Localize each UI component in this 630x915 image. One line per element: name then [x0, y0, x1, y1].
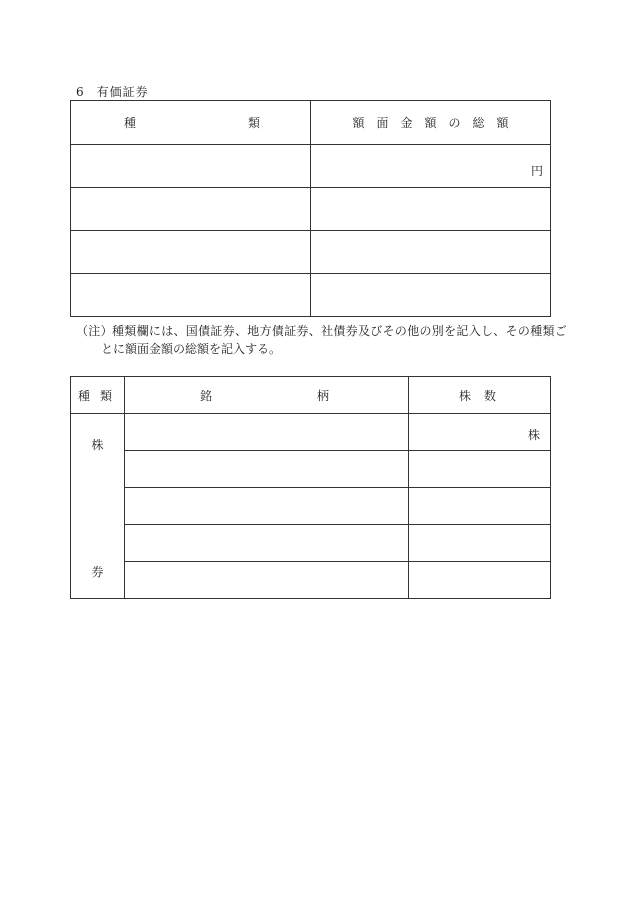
- share-count-input-cell[interactable]: [409, 414, 551, 451]
- amount-input-cell[interactable]: [311, 274, 551, 317]
- share-count-input-cell[interactable]: [409, 451, 551, 488]
- header-share-count: [409, 377, 551, 414]
- table-row: [71, 451, 551, 488]
- table-row: [71, 562, 551, 599]
- brand-input-cell[interactable]: [125, 525, 409, 562]
- kind-input-cell[interactable]: [71, 231, 311, 274]
- header-type: [71, 377, 125, 414]
- header-kind-char-2: 類: [247, 116, 260, 130]
- brand-input-cell[interactable]: [125, 414, 409, 451]
- amount-input-cell[interactable]: [311, 231, 551, 274]
- brand-input-cell[interactable]: [125, 562, 409, 599]
- kind-input-cell[interactable]: [71, 145, 311, 188]
- securities-table: [70, 100, 551, 317]
- stocks-table: [70, 376, 551, 599]
- note-line-2: とに額面金額の総額を記入する。: [101, 342, 282, 356]
- brand-input-cell[interactable]: [125, 488, 409, 525]
- stock-kind-cell: [71, 414, 125, 599]
- header-kind: [71, 101, 311, 145]
- kind-input-cell[interactable]: [71, 274, 311, 317]
- note-label: （注）: [76, 324, 113, 338]
- amount-input-cell[interactable]: [311, 145, 551, 188]
- kind-label-top: 株: [91, 438, 104, 452]
- note-text: [76, 322, 568, 358]
- table-row: [71, 525, 551, 562]
- yen-unit: 円: [530, 164, 543, 178]
- table-row: [71, 188, 551, 231]
- header-brand-char-2: 柄: [316, 388, 329, 403]
- table-row: [71, 414, 551, 451]
- table-header-row: [71, 377, 551, 414]
- share-count-input-cell[interactable]: [409, 488, 551, 525]
- header-count-char-1: 株: [459, 388, 472, 403]
- section-heading: [76, 83, 149, 100]
- kind-label-bottom: 券: [91, 565, 104, 579]
- share-unit: 株: [527, 428, 540, 442]
- header-face-value-text: 額面金額の総額: [352, 116, 521, 130]
- header-face-value-total: [311, 101, 551, 145]
- share-count-input-cell[interactable]: [409, 525, 551, 562]
- kind-input-cell[interactable]: [71, 188, 311, 231]
- section-number: 6: [76, 85, 85, 99]
- table-header-row: [71, 101, 551, 145]
- table-row: [71, 145, 551, 188]
- share-count-input-cell[interactable]: [409, 562, 551, 599]
- brand-input-cell[interactable]: [125, 451, 409, 488]
- table-row: [71, 231, 551, 274]
- header-count-char-2: 数: [483, 388, 496, 403]
- section-title-text: 有価証券: [96, 85, 149, 99]
- header-type-char-1: 種: [78, 388, 91, 403]
- note-line-1: 種類欄には、国債証券、地方債証券、社債券及びその他の別を記入し、その種類ご: [112, 324, 568, 338]
- table-row: [71, 488, 551, 525]
- table-row: [71, 274, 551, 317]
- header-kind-char-1: 種: [124, 116, 137, 130]
- header-type-char-2: 類: [99, 388, 112, 403]
- header-brand-char-1: 銘: [200, 388, 213, 403]
- header-brand: [125, 377, 409, 414]
- amount-input-cell[interactable]: [311, 188, 551, 231]
